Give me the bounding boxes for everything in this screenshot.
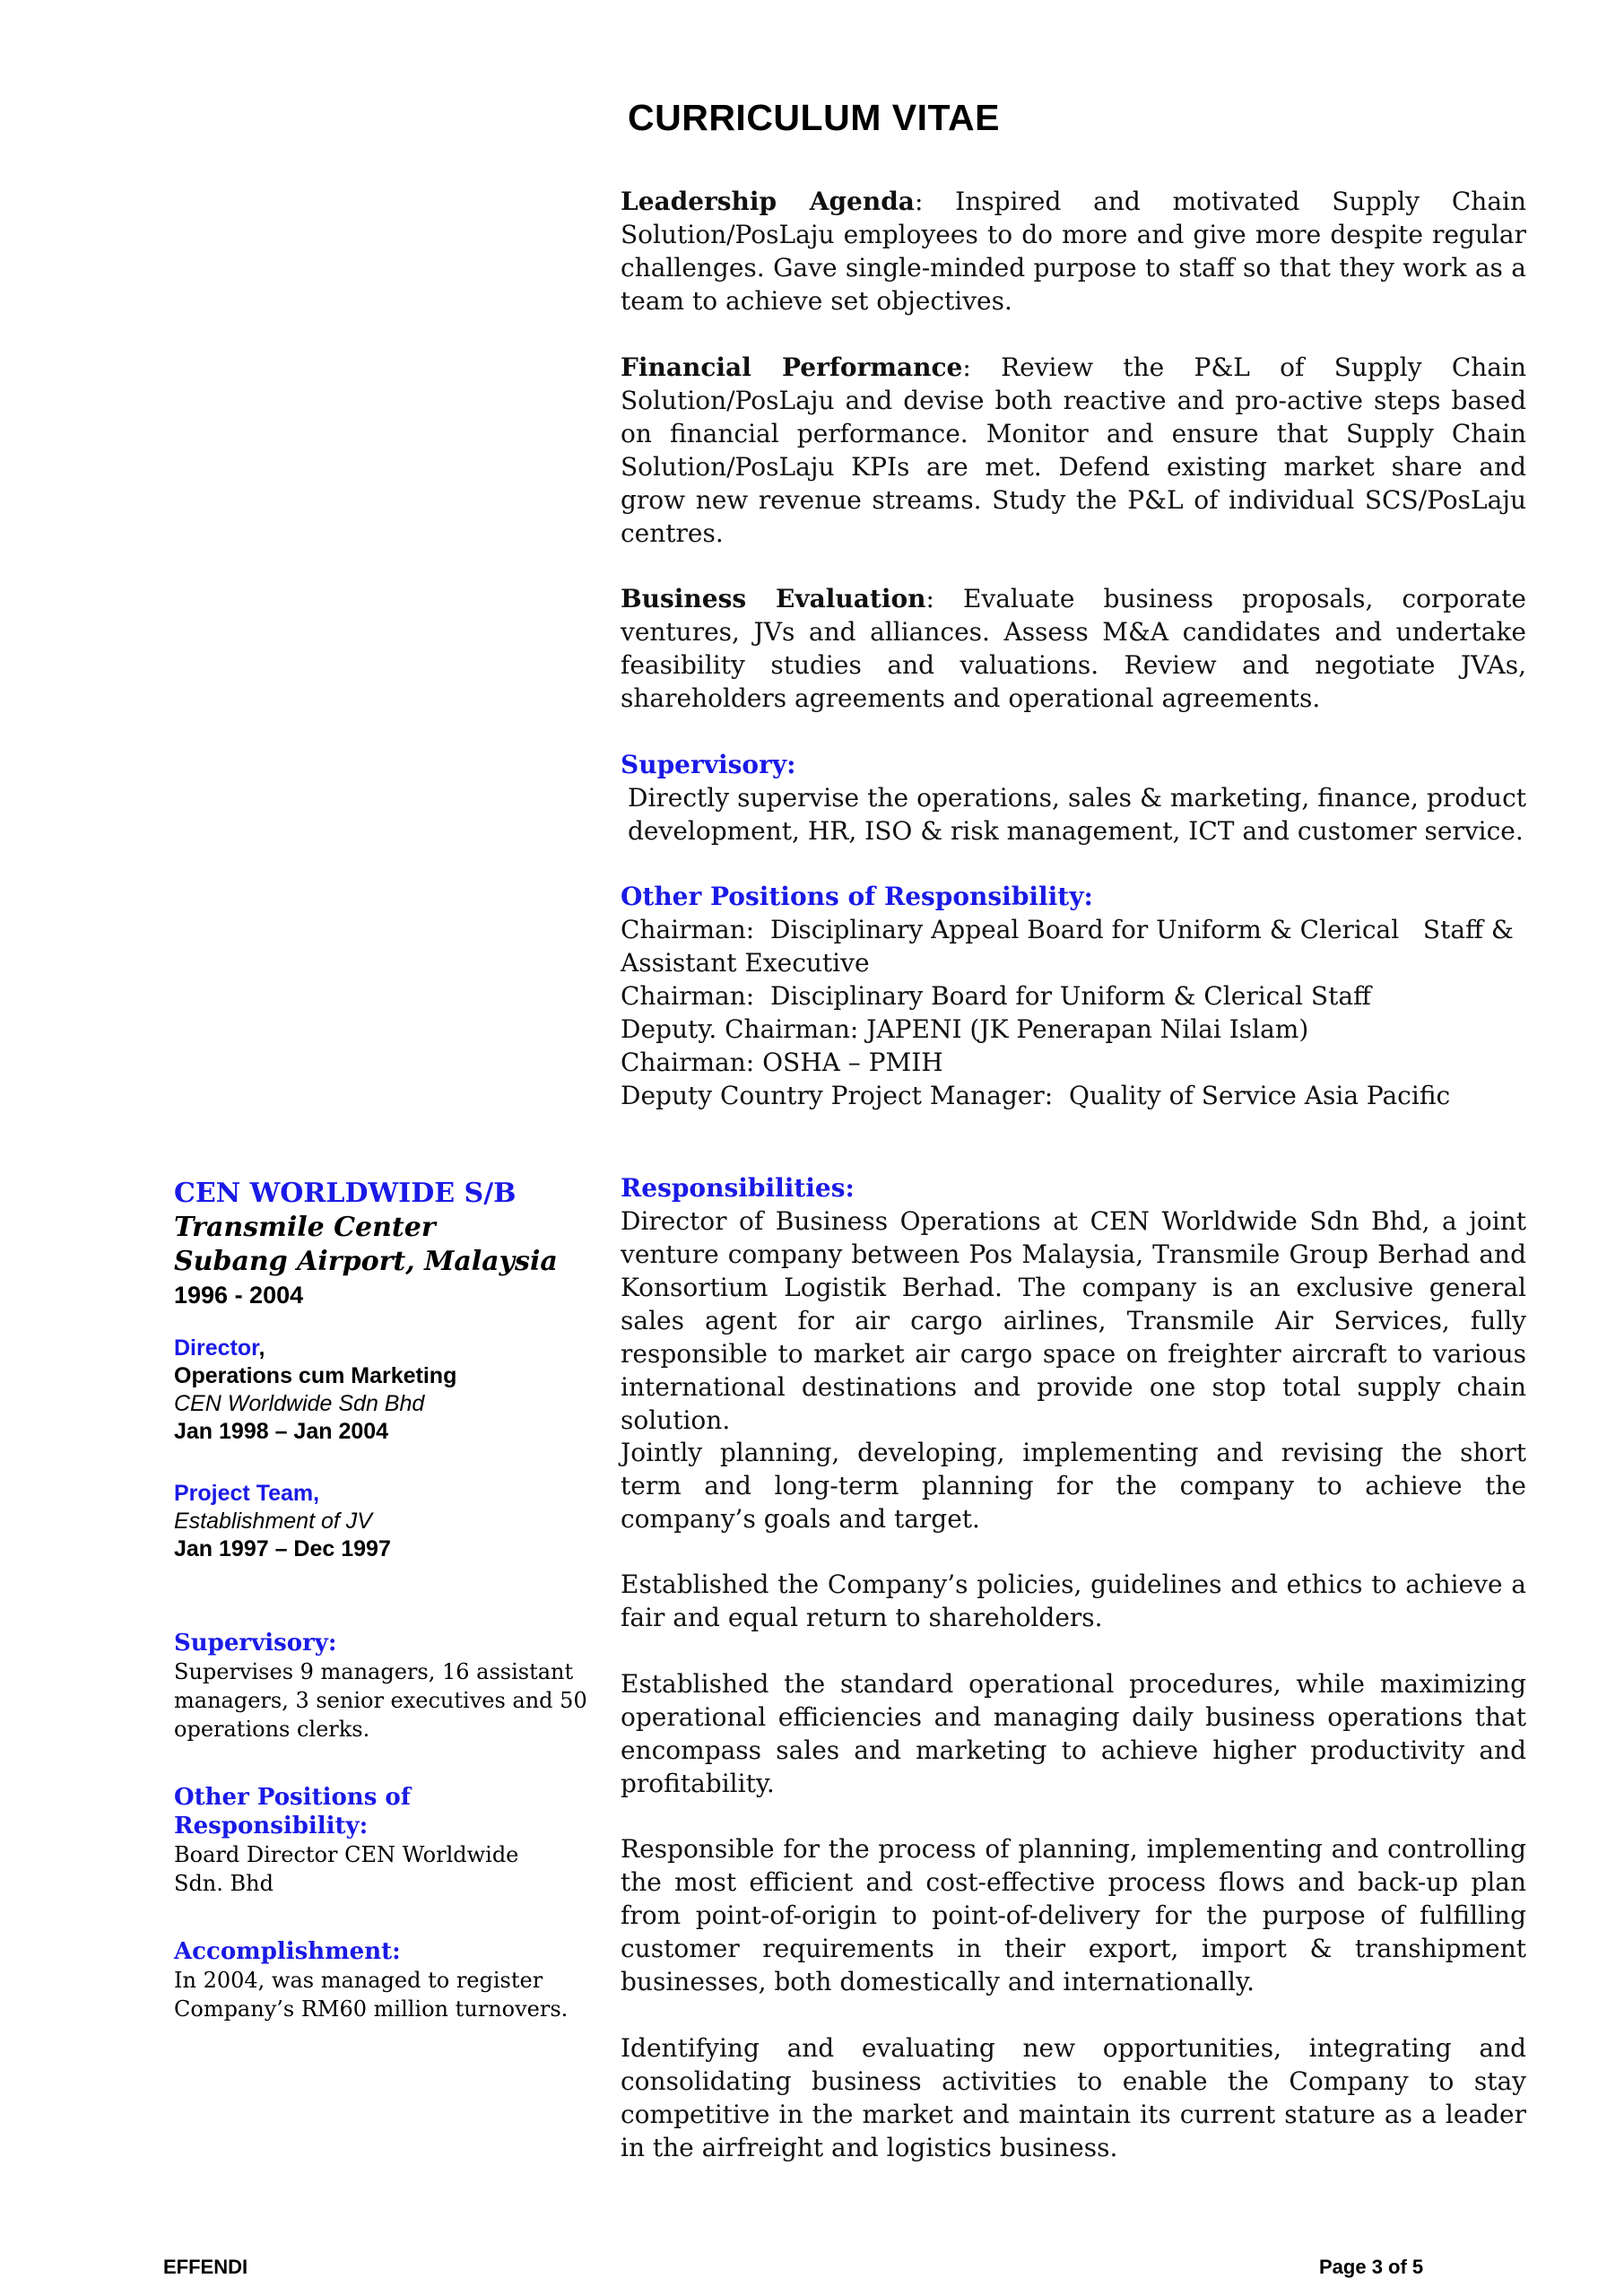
other-positions-line: Assistant Executive (621, 948, 870, 978)
other-positions-line: Chairman: OSHA – PMIH (621, 1048, 943, 1077)
left-other-positions-text: Board Director CEN Worldwide Sdn. Bhd (174, 1842, 519, 1896)
left-accomplishment-heading: Accomplishment: (174, 1938, 401, 1965)
business-evaluation-text: : Evaluate business proposals, corporate ventures, JVs and alliances. Assess M&A candidates and undertake feasibility studies and valuations. Review and negotiate JVAs, shareholders agreements and operational agreements. (621, 584, 1526, 713)
role-project-title: Project Team, (174, 1481, 320, 1506)
left-supervisory (174, 1629, 595, 1744)
supervisory-text: Directly supervise the operations, sales & marketing, finance, product development, HR, ISO & risk management, ICT and customer service. (628, 783, 1526, 846)
responsibility-block (621, 2031, 1526, 2164)
left-supervisory-heading: Supervisory: (174, 1630, 337, 1657)
other-positions-line: Chairman: Disciplinary Board for Uniform & Clerical Staff (621, 981, 1371, 1011)
responsibility-block (621, 1667, 1526, 1800)
financial-performance-heading: Financial Performance (621, 352, 963, 382)
footer-name: EFFENDI (163, 2256, 248, 2278)
page-title: CURRICULUM VITAE (628, 97, 1000, 138)
company-name: CEN WORLDWIDE S/B (174, 1178, 517, 1209)
responsibility-block (621, 1436, 1526, 1535)
role-director-dates: Jan 1998 – Jan 2004 (174, 1419, 389, 1444)
responsibilities-heading: Responsibilities: (621, 1173, 855, 1203)
leadership-agenda-paragraph (621, 185, 1526, 317)
role-director-sub: Operations cum Marketing (174, 1363, 457, 1388)
responsibility-paragraph: Director of Business Operations at CEN Worldwide Sdn Bhd, a joint venture company between Pos Malaysia, Transmile Group Berhad and Konsortium Logistik Berhad. The company is an exclusive general sales agent for air cargo airlines, Transmile Air Services, fully responsible to market air cargo space on freighter aircraft to various international destinations and provide one stop total supply chain solution. (621, 1206, 1526, 1435)
company-location-1: Transmile Center (174, 1212, 436, 1243)
supervisory-heading: Supervisory: (621, 750, 796, 779)
left-accomplishment-text: In 2004, was managed to register Company’s RM60 million turnovers. (174, 1968, 569, 2022)
footer-page-number: Page 3 of 5 (1319, 2256, 1424, 2278)
responsibility-block (621, 1832, 1526, 1998)
role-project-dates: Jan 1997 – Dec 1997 (174, 1536, 391, 1561)
left-supervisory-text: Supervises 9 managers, 16 assistant managers, 3 senior executives and 50 operations clerks. (174, 1659, 587, 1742)
role-director-comma: , (258, 1335, 265, 1361)
employer-block (174, 1177, 595, 1311)
financial-performance-paragraph (621, 351, 1526, 550)
role-project-team (174, 1480, 595, 1563)
responsibility-paragraph: Established the Company’s policies, guidelines and ethics to achieve a fair and equal return to shareholders. (621, 1570, 1526, 1632)
other-positions-line: Deputy Country Project Manager: Quality of Service Asia Pacific (621, 1081, 1451, 1110)
left-other-positions-heading: Other Positions of Responsibility: (174, 1784, 411, 1839)
company-location-2: Subang Airport, Malaysia (174, 1246, 558, 1277)
business-evaluation-heading: Business Evaluation (621, 584, 926, 613)
other-positions-section (621, 880, 1526, 1112)
role-director-title: Director (174, 1335, 259, 1361)
responsibility-block (621, 1568, 1526, 1634)
supervisory-section (621, 748, 1526, 848)
left-other-positions (174, 1783, 595, 1898)
employment-years: 1996 - 2004 (174, 1282, 304, 1309)
leadership-agenda-heading: Leadership Agenda (621, 187, 915, 216)
responsibilities-section (621, 1171, 1526, 1437)
responsibility-paragraph: Responsible for the process of planning, implementing and controlling the most efficient and cost-effective process flows and back-up plan from point-of-origin to point-of-delivery for the purpose of fulfilling customer requirements in their export, import & transhipment businesses, both domestically and internationally. (621, 1834, 1526, 1996)
role-director (174, 1335, 595, 1446)
responsibility-paragraph: Jointly planning, developing, implementing and revising the short term and long-term planning for the company to achieve the company’s goals and target. (621, 1438, 1526, 1534)
left-accomplishment (174, 1937, 595, 2023)
other-positions-line: Chairman: Disciplinary Appeal Board for Uniform & Clerical Staff & (621, 915, 1514, 944)
leadership-agenda-text: : Inspired and motivated Supply Chain Solution/PosLaju employees to do more and give more despite regular challenges. Gave single-minded purpose to staff so that they work as a team to achieve set objectives. (621, 187, 1526, 316)
responsibility-paragraph: Established the standard operational procedures, while maximizing operational efficiencies and managing daily business operations that encompass sales and marketing to achieve higher productivity and profitability. (621, 1669, 1526, 1798)
role-director-company: CEN Worldwide Sdn Bhd (174, 1391, 425, 1416)
other-positions-line: Deputy. Chairman: JAPENI (JK Penerapan Nilai Islam) (621, 1014, 1309, 1044)
role-project-sub: Establishment of JV (174, 1509, 372, 1534)
business-evaluation-paragraph (621, 582, 1526, 715)
other-positions-heading: Other Positions of Responsibility: (621, 882, 1093, 911)
responsibility-paragraph: Identifying and evaluating new opportunities, integrating and consolidating business activities to enable the Company to stay competitive in the market and maintain its current stature as a leader in the airfreight and logistics business. (621, 2033, 1526, 2162)
financial-performance-text: : Review the P&L of Supply Chain Solution/PosLaju and devise both reactive and pro-active steps based on financial performance. Monitor and ensure that Supply Chain Solution/PosLaju KPIs are met. Defend existing market share and grow new revenue streams. Study the P&L of individual SCS/PosLaju centres. (621, 352, 1526, 548)
